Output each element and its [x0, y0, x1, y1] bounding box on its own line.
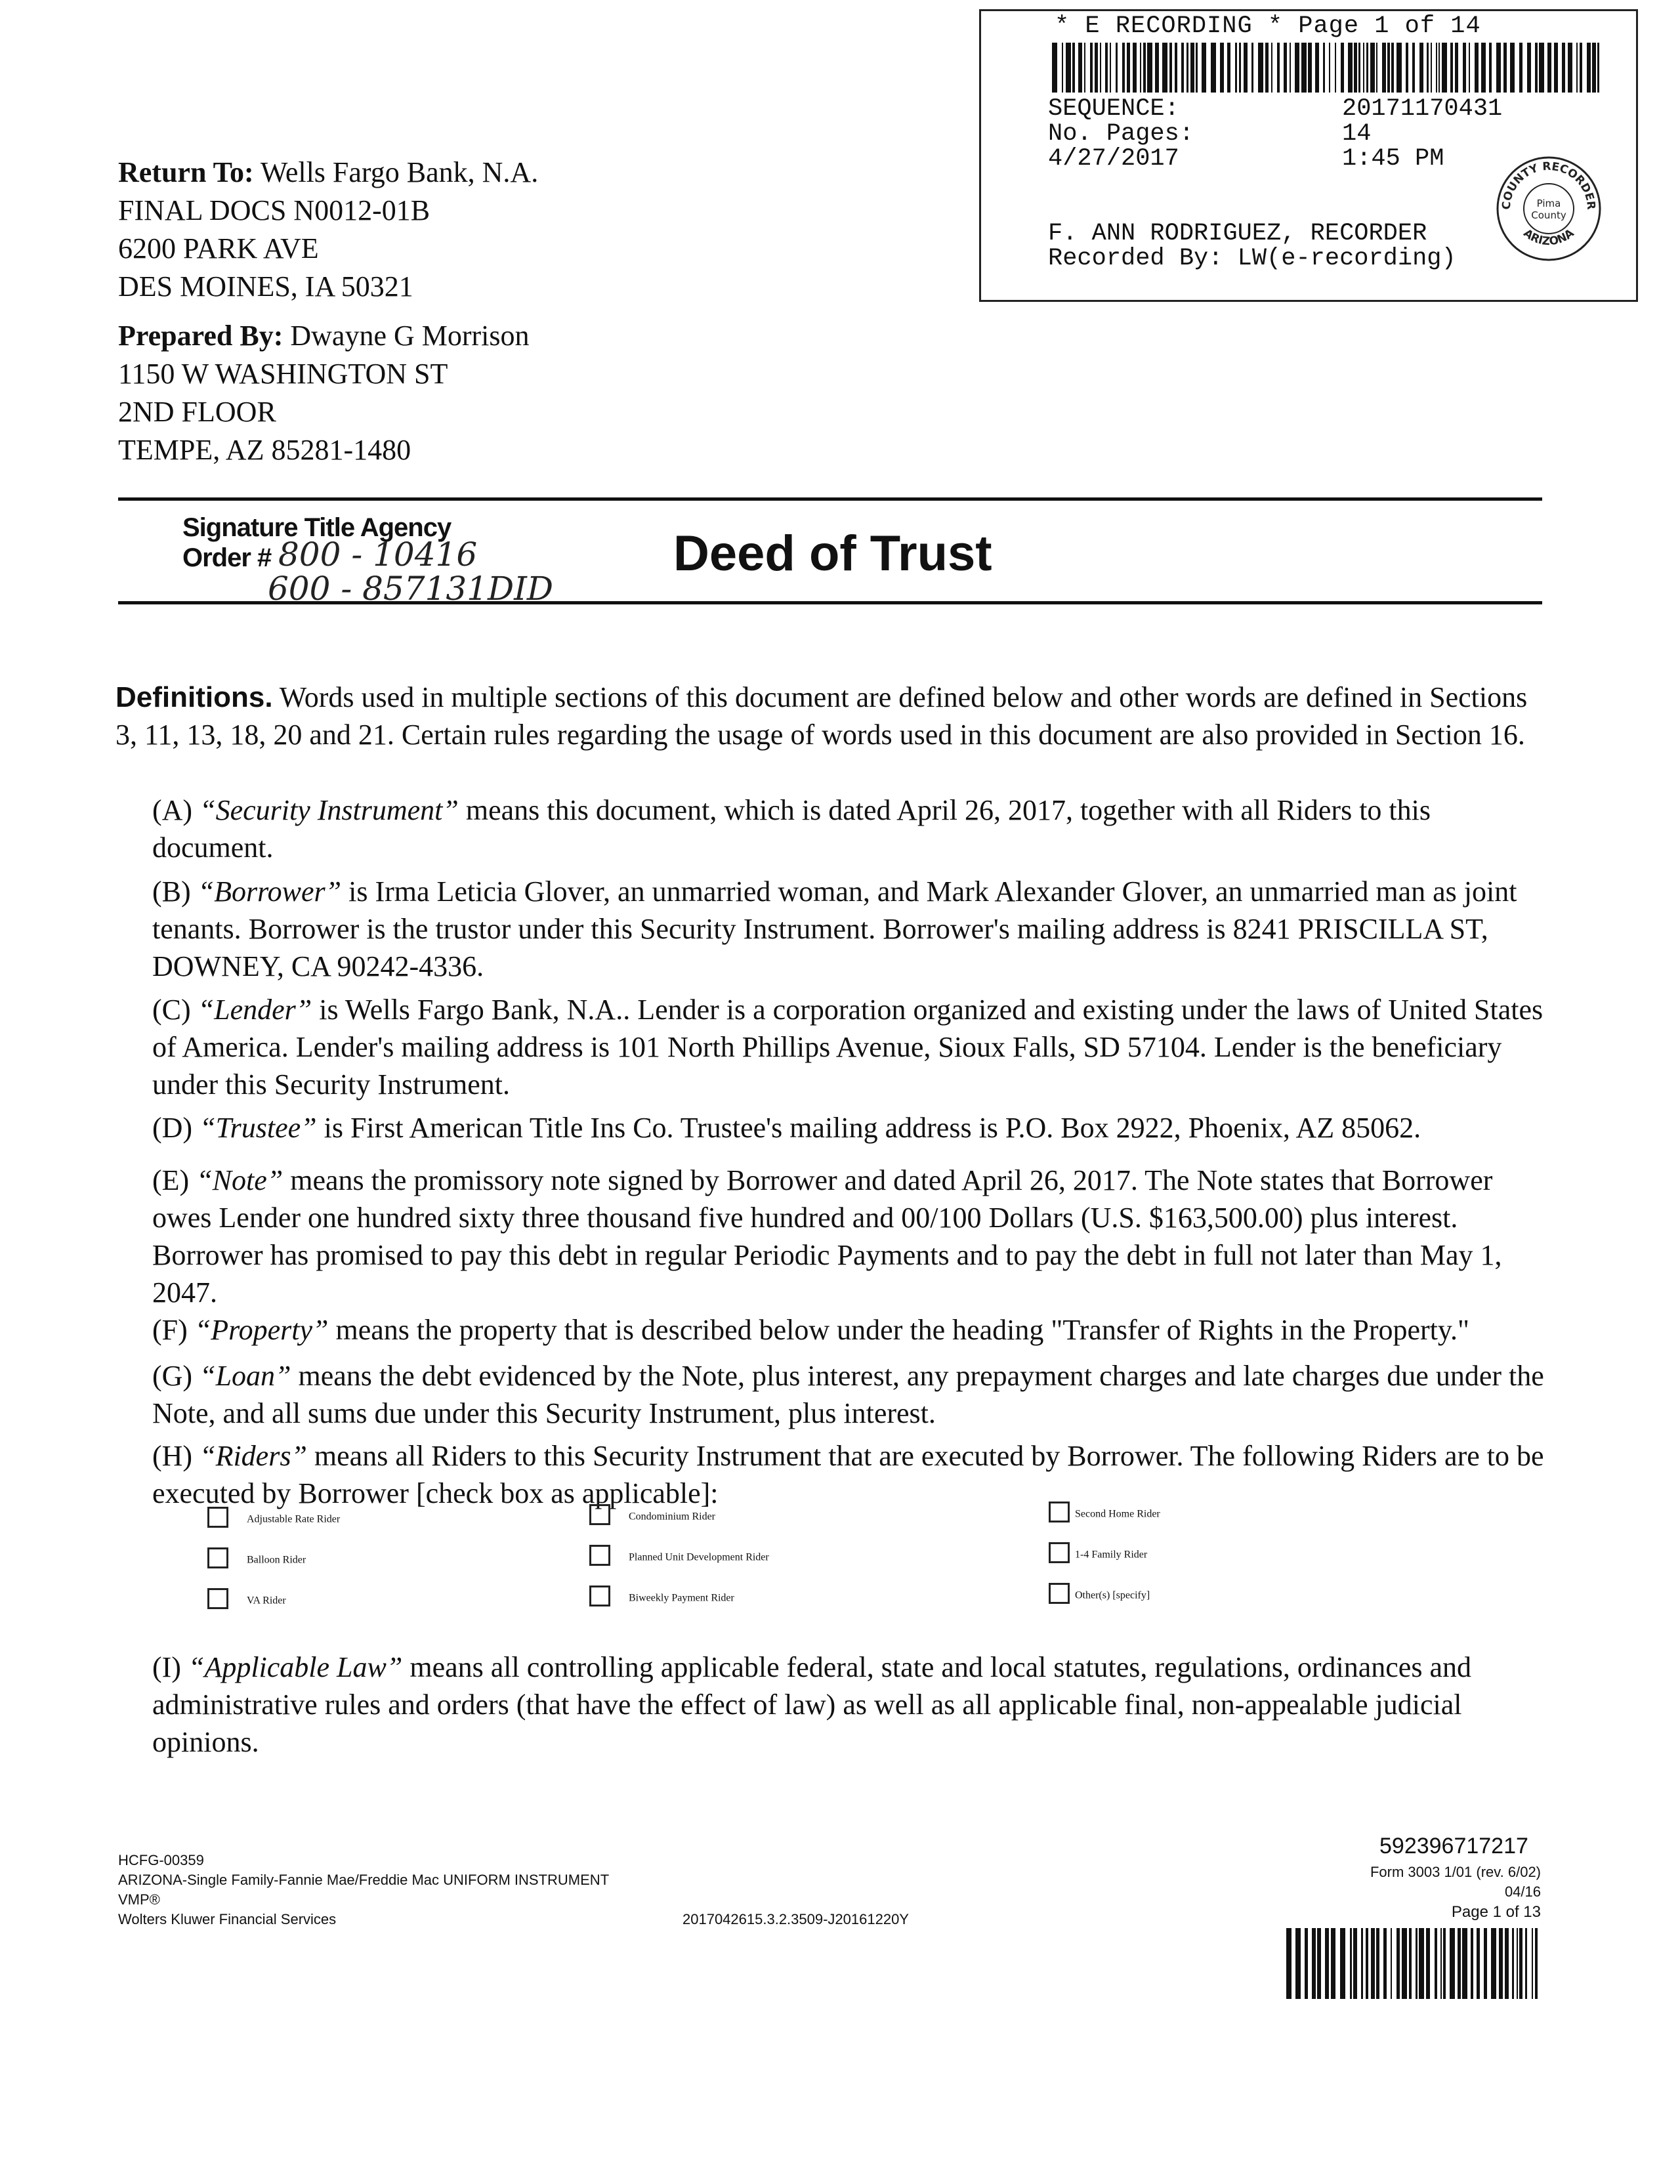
footer-batch: 2017042615.3.2.3509-J20161220Y — [682, 1911, 909, 1927]
barcode-bar — [1587, 43, 1591, 93]
barcode-bar — [1469, 43, 1470, 93]
definition-label: (F) — [152, 1314, 188, 1346]
return-to-line3: 6200 PARK AVE — [118, 232, 319, 264]
rider-others[interactable] — [1049, 1586, 1150, 1606]
prepared-by-line3: 2ND FLOOR — [118, 396, 276, 428]
barcode-bar — [1443, 1928, 1446, 1999]
definition-term: “Property” — [194, 1314, 329, 1346]
definitions-heading: Definitions. — [116, 681, 273, 713]
barcode-bar — [1078, 43, 1082, 93]
barcode-bar — [1127, 43, 1130, 93]
barcode-bar — [1155, 43, 1159, 93]
rider-label: Condominium Rider — [629, 1511, 715, 1522]
checkbox-icon[interactable] — [589, 1545, 610, 1566]
barcode-bar — [1592, 43, 1596, 93]
barcode-bar — [1331, 1928, 1335, 1999]
barcode-bar — [1519, 1928, 1522, 1999]
checkbox-icon[interactable] — [207, 1547, 228, 1568]
definition-term: “Lender” — [198, 994, 312, 1026]
barcode-bar — [1348, 43, 1353, 93]
barcode-bar — [1290, 43, 1291, 93]
barcode-bar — [1340, 1928, 1345, 1999]
definition-text: means the debt evidenced by the Note, plus interest, any prepayment charges and late charges due under the Note, and all sums due under this Security Instrument, plus interest. — [152, 1360, 1544, 1429]
barcode-bar — [1211, 43, 1216, 93]
barcode-bar — [1597, 43, 1599, 93]
barcode-bar — [1510, 43, 1515, 93]
definition-text: is Irma Leticia Glover, an unmarried woman, and Mark Alexander Glover, an unmarried man as joint tenants. Borrower is the trustor under this Security Instrument. Borrower's mailing address is 8241 PRISCILLA ST, DOWNEY, CA 90242-4336. — [152, 875, 1517, 982]
barcode-bar — [1402, 1928, 1407, 1999]
barcode-bar — [1539, 43, 1544, 93]
barcode-bar — [1505, 1928, 1509, 1999]
rider-condominium[interactable] — [589, 1507, 715, 1528]
barcode-bar — [1535, 1928, 1538, 1999]
prepared-by-line4: TEMPE, AZ 85281-1480 — [118, 434, 411, 466]
barcode-bar — [1271, 43, 1272, 93]
barcode-bar — [1265, 43, 1269, 93]
footer-revision: 04/16 — [1504, 1883, 1541, 1900]
barcode-bar — [1110, 43, 1111, 93]
return-to-name: Wells Fargo Bank, N.A. — [260, 156, 539, 188]
barcode-bar — [1527, 43, 1531, 93]
definition-text: means all Riders to this Security Instrument that are executed by Borrower. The following Riders are to be executed by Borrower [check box as applicable]: — [152, 1440, 1544, 1509]
rider-1-4-family[interactable] — [1049, 1545, 1147, 1566]
checkbox-icon[interactable] — [207, 1588, 228, 1609]
svg-text:ARIZONA — [1521, 226, 1577, 248]
footer-form-code: HCFG-00359 — [118, 1852, 204, 1868]
sequence-label: SEQUENCE: — [1048, 95, 1179, 123]
barcode-bar — [1235, 43, 1237, 93]
barcode-bar — [1227, 43, 1230, 93]
definition-text: means the property that is described below under the heading "Transfer of Rights in the Property." — [328, 1314, 1469, 1346]
barcode-bar — [1547, 43, 1551, 93]
barcode-bar — [1419, 1928, 1424, 1999]
barcode-bar — [1458, 1928, 1461, 1999]
definition-b — [152, 873, 1546, 985]
recorder-name: F. ANN RODRIGUEZ, RECORDER — [1048, 220, 1427, 247]
handwritten-order-1: 800 - 10416 — [278, 536, 478, 574]
barcode-bar — [1450, 43, 1453, 93]
barcode-bar — [1491, 1928, 1496, 1999]
document-title: Deed of Trust — [673, 526, 992, 581]
definition-label: (A) — [152, 794, 193, 826]
barcode-bar — [1239, 43, 1241, 93]
barcode-bar — [1286, 1928, 1292, 1999]
definition-text: means all controlling applicable federal, state and local statutes, regulations, ordinances and administrative rules and orders (that have the effect of law) as well as all applicable final, non-appealable judicial opinions. — [152, 1651, 1471, 1758]
barcode-bar — [1503, 43, 1507, 93]
stamp-header: * E RECORDING * Page 1 of 14 — [1055, 12, 1481, 40]
barcode-bar — [1341, 43, 1344, 93]
barcode-bar — [1277, 43, 1280, 93]
definition-i — [152, 1648, 1546, 1761]
definition-e — [152, 1162, 1546, 1311]
definition-f — [152, 1311, 1546, 1349]
barcode-bar — [1438, 43, 1440, 93]
barcode-bar — [1116, 43, 1118, 93]
record-date: 4/27/2017 — [1048, 145, 1179, 173]
definition-term: “Loan” — [200, 1360, 291, 1392]
seal-top-text: COUNTY RECORDER — [1500, 159, 1598, 211]
barcode-bar — [1376, 1928, 1379, 1999]
barcode-bar — [1072, 43, 1075, 93]
barcode-bar — [1396, 1928, 1400, 1999]
checkbox-icon[interactable] — [1049, 1542, 1070, 1563]
rider-adjustable-rate[interactable] — [207, 1509, 340, 1530]
barcode-bar — [1308, 43, 1312, 93]
barcode-bar — [1353, 1928, 1357, 1999]
barcode-bar — [1477, 1928, 1480, 1999]
definition-term: “Applicable Law” — [188, 1651, 403, 1683]
barcode-bar — [1419, 43, 1423, 93]
checkbox-icon[interactable] — [207, 1507, 228, 1528]
rider-label: Adjustable Rate Rider — [247, 1513, 341, 1525]
barcode-bar — [1244, 43, 1248, 93]
order-label: Order # — [182, 543, 272, 572]
checkbox-icon[interactable] — [1049, 1502, 1070, 1522]
seal-bottom-text: ARIZONA — [1521, 226, 1577, 249]
definition-g — [152, 1357, 1546, 1432]
checkbox-icon[interactable] — [1049, 1583, 1070, 1604]
footer-barcode — [1286, 1928, 1541, 1999]
barcode-bar — [1383, 1928, 1387, 1999]
barcode-bar — [1568, 43, 1572, 93]
prepared-by-line2: 1150 W WASHINGTON ST — [118, 358, 448, 390]
rider-biweekly[interactable] — [589, 1588, 734, 1609]
barcode-bar — [1147, 43, 1152, 93]
definition-label: (B) — [152, 875, 191, 908]
barcode-bar — [1462, 1928, 1467, 1999]
definitions-intro — [116, 679, 1546, 753]
barcode-bar — [1066, 43, 1071, 93]
barcode-bar — [1436, 43, 1437, 93]
barcode-bar — [1371, 1928, 1375, 1999]
barcode-bar — [1186, 43, 1188, 93]
barcode-bar — [1416, 1928, 1418, 1999]
barcode-bar — [1442, 43, 1447, 93]
title-rule-top — [118, 497, 1542, 501]
barcode-bar — [1427, 43, 1429, 93]
barcode-bar — [1391, 1928, 1392, 1999]
barcode-bar — [1095, 43, 1098, 93]
record-time: 1:45 PM — [1342, 145, 1444, 173]
barcode-bar — [1122, 43, 1125, 93]
barcode-bar — [1305, 1928, 1308, 1999]
barcode-bar — [1525, 1928, 1527, 1999]
barcode-bar — [1329, 43, 1330, 93]
recording-stamp — [979, 9, 1638, 302]
footer-vmp: VMP® — [118, 1891, 160, 1908]
stamp-barcode — [1052, 43, 1602, 93]
barcode-bar — [1496, 43, 1501, 93]
rider-label: Planned Unit Development Rider — [629, 1551, 769, 1563]
sequence-value: 20171170431 — [1342, 95, 1503, 123]
barcode-bar — [1325, 1928, 1329, 1999]
barcode-bar — [1455, 43, 1458, 93]
definition-term: “Riders” — [200, 1440, 307, 1472]
barcode-bar — [1251, 43, 1253, 93]
definition-label: (G) — [152, 1360, 193, 1392]
seal-center-2: County — [1531, 209, 1566, 221]
barcode-bar — [1323, 43, 1325, 93]
barcode-bar — [1090, 43, 1093, 93]
pages-value: 14 — [1342, 120, 1372, 148]
barcode-bar — [1426, 1928, 1430, 1999]
barcode-bar — [1350, 1928, 1352, 1999]
barcode-bar — [1143, 43, 1146, 93]
definition-text: is Wells Fargo Bank, N.A.. Lender is a corporation organized and existing under the laws of United States of America. Lender's mailing address is 101 North Phillips Avenue, Sioux Falls, SD 57104. Lender is the beneficiary under this Security Instrument. — [152, 994, 1544, 1101]
definition-text: means the promissory note signed by Borrower and dated April 26, 2017. The Note states that Borrower owes Lender one hundred sixty three thousand five hundred and 00/100 Dollars (U.S. $163,500.00) plus interest. Borrower has promised to pay this debt in regular Periodic Payments and to pay the debt in full not later than May 1, 2047. — [152, 1164, 1502, 1309]
checkbox-icon[interactable] — [589, 1504, 610, 1525]
definition-d — [152, 1109, 1546, 1146]
barcode-bar — [1220, 43, 1224, 93]
barcode-bar — [1284, 43, 1287, 93]
prepared-by-label: Prepared By: — [118, 320, 284, 352]
return-to-label: Return To: — [118, 156, 254, 188]
seal-center-1: Pima — [1536, 198, 1561, 209]
barcode-bar — [1181, 43, 1184, 93]
definition-term: “Trustee” — [200, 1112, 317, 1144]
prepared-by-block — [118, 317, 530, 469]
barcode-bar — [1133, 43, 1137, 93]
footer-form: Form 3003 1/01 (rev. 6/02) — [1370, 1864, 1541, 1880]
barcode-bar — [1431, 43, 1432, 93]
return-to-line4: DES MOINES, IA 50321 — [118, 270, 413, 303]
barcode-bar — [1580, 43, 1582, 93]
barcode-bar — [1105, 43, 1108, 93]
barcode-bar — [1382, 43, 1386, 93]
footer-publisher: Wolters Kluwer Financial Services — [118, 1911, 337, 1927]
definition-label: (I) — [152, 1651, 181, 1683]
definition-c — [152, 991, 1546, 1103]
barcode-bar — [1062, 43, 1063, 93]
barcode-bar — [1376, 43, 1377, 93]
barcode-bar — [1435, 1928, 1437, 1999]
barcode-bar — [1295, 1928, 1301, 1999]
barcode-bar — [1084, 43, 1085, 93]
barcode-bar — [1052, 43, 1057, 93]
return-to-block — [118, 154, 538, 306]
barcode-bar — [1463, 43, 1466, 93]
barcode-bar — [1440, 1928, 1442, 1999]
barcode-bar — [1202, 43, 1206, 93]
title-agency: Signature Title Agency — [182, 513, 452, 542]
definitions-intro-text: Words used in multiple sections of this document are defined below and other words are defined in Sections 3, 11, 13, 18, 20 and 21. Certain rules regarding the usage of words used in this document are also provided in Section 16. — [116, 681, 1528, 751]
definition-label: (D) — [152, 1112, 193, 1144]
barcode-bar — [1391, 43, 1394, 93]
barcode-bar — [1481, 43, 1486, 93]
barcode-bar — [1450, 1928, 1455, 1999]
definition-label: (H) — [152, 1440, 193, 1472]
definition-label: (E) — [152, 1164, 190, 1196]
definition-label: (C) — [152, 994, 191, 1026]
barcode-bar — [1335, 43, 1336, 93]
rider-second-home[interactable] — [1049, 1504, 1160, 1525]
definition-term: “Security Instrument” — [200, 794, 459, 826]
barcode-bar — [1517, 1928, 1518, 1999]
barcode-bar — [1169, 43, 1172, 93]
rider-balloon[interactable] — [207, 1550, 306, 1571]
barcode-bar — [1196, 43, 1198, 93]
barcode-bar — [1406, 43, 1408, 93]
definition-h — [152, 1437, 1546, 1512]
barcode-bar — [1100, 43, 1101, 93]
checkbox-icon[interactable] — [589, 1586, 610, 1606]
barcode-bar — [1532, 1928, 1533, 1999]
barcode-bar — [1315, 43, 1319, 93]
barcode-bar — [1366, 43, 1368, 93]
barcode-bar — [1489, 43, 1492, 93]
definition-a — [152, 791, 1546, 866]
barcode-bar — [1519, 43, 1522, 93]
barcode-bar — [1354, 43, 1357, 93]
barcode-bar — [1396, 43, 1402, 93]
handwritten-order-2: 600 - 857131DID — [268, 570, 553, 608]
barcode-bar — [1140, 43, 1141, 93]
rider-label: Biweekly Payment Rider — [629, 1592, 734, 1604]
barcode-bar — [1301, 43, 1307, 93]
barcode-bar — [1512, 1928, 1514, 1999]
county-seal-icon — [1494, 154, 1603, 263]
barcode-bar — [1499, 1928, 1503, 1999]
barcode-bar — [1535, 43, 1538, 93]
barcode-bar — [1562, 43, 1565, 93]
rider-planned-unit[interactable] — [589, 1547, 769, 1568]
definition-term: “Borrower” — [198, 875, 342, 908]
barcode-bar — [1412, 43, 1415, 93]
footer-instrument: ARIZONA-Single Family-Fannie Mae/Freddie Mac UNIFORM INSTRUMENT — [118, 1872, 610, 1888]
title-rule-bottom — [118, 601, 1542, 604]
footer-page: Page 1 of 13 — [1451, 1903, 1541, 1921]
barcode-bar — [1387, 43, 1390, 93]
barcode-bar — [1471, 1928, 1473, 1999]
barcode-bar — [1361, 1928, 1363, 1999]
recorded-by: Recorded By: LW(e-recording) — [1048, 245, 1456, 272]
rider-label: VA Rider — [247, 1595, 286, 1606]
definition-term: “Note” — [196, 1164, 284, 1196]
barcode-bar — [1258, 43, 1263, 93]
barcode-bar — [1484, 1928, 1487, 1999]
barcode-bar — [1409, 1928, 1412, 1999]
barcode-bar — [1358, 43, 1360, 93]
barcode-bar — [1295, 43, 1299, 93]
rider-label: Balloon Rider — [247, 1554, 306, 1566]
barcode-bar — [1366, 1928, 1368, 1999]
prepared-by-name: Dwayne G Morrison — [290, 320, 530, 352]
pages-label: No. Pages: — [1048, 120, 1194, 148]
return-to-line2: FINAL DOCS N0012-01B — [118, 194, 430, 226]
barcode-bar — [1363, 43, 1364, 93]
rider-va[interactable] — [207, 1591, 286, 1612]
barcode-bar — [1370, 43, 1375, 93]
barcode-bar — [1312, 1928, 1316, 1999]
rider-label: Other(s) [specify] — [1075, 1589, 1150, 1601]
barcode-bar — [1554, 43, 1558, 93]
barcode-bar — [1175, 43, 1177, 93]
barcode-bar — [1162, 43, 1167, 93]
definition-text: is First American Title Ins Co. Trustee's mailing address is P.O. Box 2922, Phoenix, AZ 85062. — [316, 1112, 1421, 1144]
rider-label: 1-4 Family Rider — [1075, 1549, 1148, 1561]
barcode-bar — [1317, 1928, 1321, 1999]
barcode-bar — [1190, 43, 1194, 93]
barcode-bar — [1576, 43, 1578, 93]
definition-text: means this document, which is dated April 26, 2017, together with all Riders to this document. — [152, 794, 1431, 864]
footer-loan-number: 592396717217 — [1379, 1834, 1528, 1858]
rider-label: Second Home Rider — [1075, 1508, 1160, 1520]
barcode-bar — [1475, 43, 1479, 93]
